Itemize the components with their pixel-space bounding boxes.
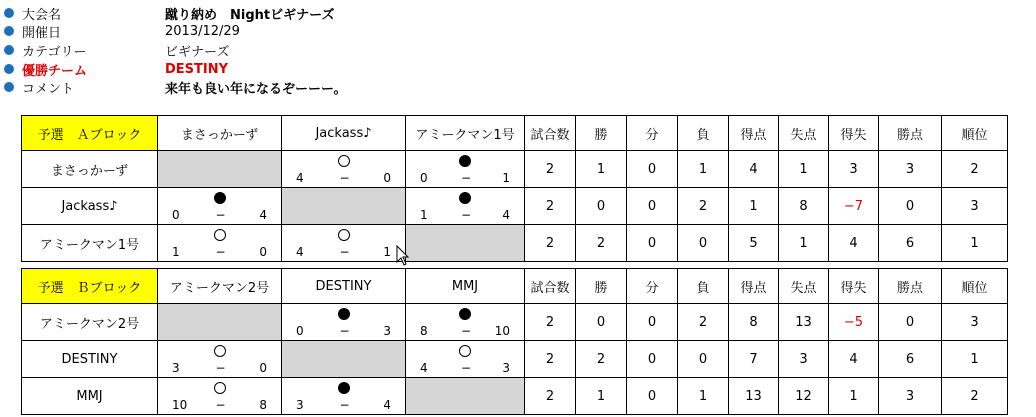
score-for: 4 — [296, 245, 304, 259]
match-result-cell — [406, 341, 525, 378]
stat-value: 6 — [879, 341, 942, 378]
score-for: 0 — [172, 208, 180, 222]
score-dash: − — [339, 245, 350, 259]
score-dash: − — [339, 171, 350, 185]
info-row-tournament-name — [4, 4, 334, 22]
block-title: 予選 Ｂブロック — [22, 269, 158, 304]
score-against: 8 — [259, 398, 267, 412]
win-circle-icon — [214, 229, 226, 241]
stat-header: 試合数 — [525, 116, 576, 151]
team-row — [22, 151, 1008, 188]
score-dash: − — [461, 324, 472, 338]
team-row — [22, 341, 1008, 378]
score-for: 10 — [172, 398, 188, 412]
score-for: 3 — [172, 361, 180, 375]
win-circle-icon — [338, 155, 350, 167]
score-for: 0 — [420, 171, 428, 185]
bullet-icon — [4, 45, 14, 55]
win-circle-icon — [459, 345, 471, 357]
stat-value: 5 — [729, 225, 779, 262]
info-row-comment — [4, 78, 346, 96]
match-score — [158, 361, 281, 375]
win-circle-icon — [338, 229, 350, 241]
stat-value: 0 — [576, 188, 627, 225]
match-result-cell — [282, 151, 406, 188]
block-a-table — [21, 115, 1008, 262]
score-against: 0 — [383, 171, 391, 185]
match-result-cell — [282, 304, 406, 341]
stat-header: 負 — [678, 116, 729, 151]
stat-value: 3 — [779, 341, 829, 378]
bullet-icon — [4, 82, 14, 92]
stat-value: 3 — [829, 151, 879, 188]
loss-circle-icon — [459, 155, 471, 167]
win-circle-icon — [214, 382, 226, 394]
stat-header: 順位 — [942, 116, 1008, 151]
stat-value: 1 — [942, 341, 1008, 378]
stat-header: 得点 — [729, 116, 779, 151]
score-against: 0 — [259, 245, 267, 259]
score-against: 10 — [494, 324, 510, 338]
stat-value: 2 — [525, 151, 576, 188]
stat-value: 2 — [678, 304, 729, 341]
loss-circle-icon — [459, 192, 471, 204]
info-label-comment: コメント — [22, 81, 75, 97]
score-dash: − — [461, 208, 472, 222]
stat-header: 失点 — [779, 116, 829, 151]
score-against: 1 — [383, 245, 391, 259]
stat-header: 得失 — [829, 269, 879, 304]
team-name: アミークマン1号 — [22, 225, 158, 262]
info-value-event-date: 2013/12/29 — [165, 23, 240, 39]
stat-value: 2 — [525, 341, 576, 378]
stat-value: 3 — [942, 188, 1008, 225]
info-row-category — [4, 41, 229, 59]
bullet-icon — [4, 26, 14, 36]
mouse-cursor-icon — [396, 245, 410, 267]
stat-header: 試合数 — [525, 269, 576, 304]
stat-value: 1 — [779, 151, 829, 188]
bullet-icon — [4, 8, 14, 18]
score-dash: − — [215, 398, 226, 412]
score-against: 0 — [259, 361, 267, 375]
stat-value: 2 — [576, 225, 627, 262]
info-label-tournament-name: 大会名 — [22, 7, 62, 23]
stat-header: 得失 — [829, 116, 879, 151]
team-name: MMJ — [22, 378, 158, 415]
team-row — [22, 188, 1008, 225]
stat-header: 順位 — [942, 269, 1008, 304]
stat-value: 4 — [829, 341, 879, 378]
stat-value: 2 — [525, 188, 576, 225]
stat-value: 0 — [627, 378, 678, 415]
stat-value: 2 — [678, 188, 729, 225]
score-for: 3 — [296, 398, 304, 412]
match-result-cell — [406, 151, 525, 188]
loss-circle-icon — [459, 308, 471, 320]
stat-header: 失点 — [779, 269, 829, 304]
stat-value: 0 — [879, 304, 942, 341]
match-score — [282, 398, 405, 412]
stat-header: 勝点 — [879, 116, 942, 151]
score-dash: − — [461, 361, 472, 375]
stat-value: 2 — [576, 341, 627, 378]
team-row — [22, 378, 1008, 415]
stat-header: 勝 — [576, 269, 627, 304]
stat-value: 0 — [678, 225, 729, 262]
score-dash: − — [461, 171, 472, 185]
score-for: 8 — [420, 324, 428, 338]
match-score — [406, 361, 524, 375]
stat-value: 1 — [779, 225, 829, 262]
info-row-event-date — [4, 22, 240, 40]
info-row-winning-team — [4, 60, 228, 78]
score-against: 4 — [259, 208, 267, 222]
stat-value: 2 — [525, 378, 576, 415]
info-label-winning-team: 優勝チーム — [22, 63, 88, 79]
match-result-cell — [282, 378, 406, 415]
info-value-winning-team: DESTINY — [165, 61, 229, 77]
stat-value: 1 — [678, 378, 729, 415]
stat-value: 3 — [879, 151, 942, 188]
match-score — [406, 324, 524, 338]
info-label-event-date: 開催日 — [22, 25, 62, 41]
team-row — [22, 225, 1008, 262]
stat-value: 2 — [525, 304, 576, 341]
match-score — [158, 398, 281, 412]
score-for: 1 — [420, 208, 428, 222]
header-row — [22, 116, 1008, 151]
match-score — [282, 171, 405, 185]
bullet-icon — [4, 64, 14, 74]
block-title: 予選 Ａブロック — [22, 116, 158, 151]
score-dash: − — [215, 361, 226, 375]
self-match-cell — [158, 151, 282, 188]
match-score — [406, 171, 524, 185]
opponent-header: アミークマン2号 — [158, 269, 282, 304]
stat-value: 4 — [729, 151, 779, 188]
opponent-header: アミークマン1号 — [406, 116, 525, 151]
stat-value: 8 — [729, 304, 779, 341]
score-dash: − — [215, 245, 226, 259]
stat-header: 分 — [627, 116, 678, 151]
match-score — [158, 245, 281, 259]
score-for: 1 — [172, 245, 180, 259]
info-value-tournament-name: 蹴り納め Nightビギナーズ — [165, 7, 335, 23]
stat-header: 負 — [678, 269, 729, 304]
stat-value: 0 — [576, 304, 627, 341]
team-name: アミークマン2号 — [22, 304, 158, 341]
loss-circle-icon — [214, 192, 226, 204]
team-row — [22, 304, 1008, 341]
stat-header: 勝 — [576, 116, 627, 151]
opponent-header: Jackass♪ — [282, 116, 406, 151]
score-for: 4 — [296, 171, 304, 185]
loss-circle-icon — [338, 382, 350, 394]
stat-value: 0 — [879, 188, 942, 225]
stat-value: 1 — [729, 188, 779, 225]
stat-header: 分 — [627, 269, 678, 304]
win-circle-icon — [214, 345, 226, 357]
score-for: 4 — [420, 361, 428, 375]
match-result-cell — [158, 188, 282, 225]
stat-header: 得点 — [729, 269, 779, 304]
stat-value: 4 — [829, 225, 879, 262]
stat-value: 1 — [942, 225, 1008, 262]
self-match-cell — [158, 304, 282, 341]
match-result-cell — [282, 225, 406, 262]
score-for: 0 — [296, 324, 304, 338]
stat-value: 0 — [627, 151, 678, 188]
info-label-category: カテゴリー — [22, 44, 87, 60]
loss-circle-icon — [338, 308, 350, 320]
stat-value: 8 — [779, 188, 829, 225]
score-against: 3 — [383, 324, 391, 338]
block-b-table — [21, 268, 1008, 415]
stat-value: 1 — [576, 151, 627, 188]
stat-value: 0 — [627, 225, 678, 262]
self-match-cell — [406, 225, 525, 262]
self-match-cell — [282, 188, 406, 225]
match-result-cell — [158, 378, 282, 415]
self-match-cell — [282, 341, 406, 378]
match-result-cell — [158, 341, 282, 378]
self-match-cell — [406, 378, 525, 415]
stat-value: 6 — [879, 225, 942, 262]
team-name: DESTINY — [22, 341, 158, 378]
stat-value: 1 — [678, 151, 729, 188]
stat-value: 2 — [942, 378, 1008, 415]
stat-value: 1 — [829, 378, 879, 415]
team-name: Jackass♪ — [22, 188, 158, 225]
score-against: 1 — [502, 171, 510, 185]
stat-value: 7 — [729, 341, 779, 378]
score-against: 4 — [383, 398, 391, 412]
match-result-cell — [406, 188, 525, 225]
stat-value: 0 — [627, 188, 678, 225]
opponent-header: まさっかーず — [158, 116, 282, 151]
score-against: 4 — [502, 208, 510, 222]
stat-value: 13 — [779, 304, 829, 341]
stat-value: 3 — [942, 304, 1008, 341]
info-value-comment: 来年も良い年になるぞーーー。 — [165, 81, 347, 97]
score-dash: − — [339, 398, 350, 412]
match-score — [158, 208, 281, 222]
match-score — [282, 324, 405, 338]
team-name: まさっかーず — [22, 151, 158, 188]
opponent-header: DESTINY — [282, 269, 406, 304]
stat-value: −5 — [829, 304, 879, 341]
stat-value: 0 — [627, 304, 678, 341]
opponent-header: MMJ — [406, 269, 525, 304]
info-value-category: ビギナーズ — [165, 44, 230, 60]
stat-value: 3 — [879, 378, 942, 415]
stat-value: 2 — [525, 225, 576, 262]
stat-value: 13 — [729, 378, 779, 415]
match-result-cell — [158, 225, 282, 262]
match-score — [406, 208, 524, 222]
stat-value: 2 — [942, 151, 1008, 188]
score-against: 3 — [502, 361, 510, 375]
match-result-cell — [406, 304, 525, 341]
stat-value: 12 — [779, 378, 829, 415]
stat-value: 1 — [576, 378, 627, 415]
match-score — [282, 245, 405, 259]
stat-value: 0 — [678, 341, 729, 378]
score-dash: − — [215, 208, 226, 222]
score-dash: − — [339, 324, 350, 338]
stat-value: 0 — [627, 341, 678, 378]
stat-value: −7 — [829, 188, 879, 225]
stat-header: 勝点 — [879, 269, 942, 304]
header-row — [22, 269, 1008, 304]
